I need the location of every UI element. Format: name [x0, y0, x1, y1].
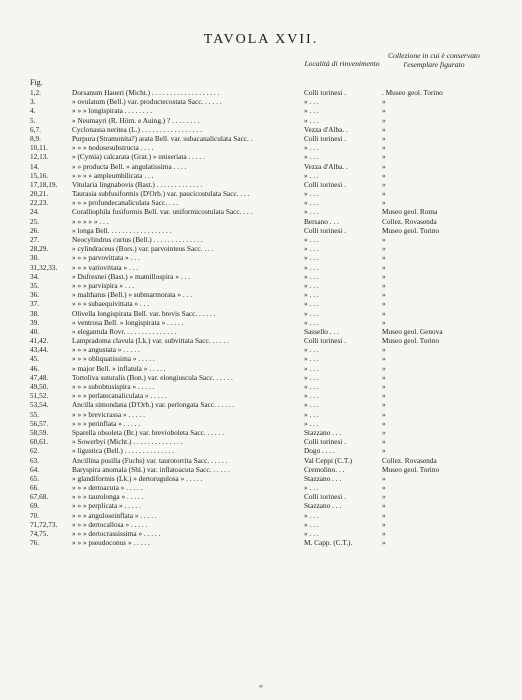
collection-cell: » — [382, 124, 386, 134]
collection-column-header: Collezione in cui è conservato l'esemplare figurato — [388, 52, 480, 69]
locality-cell: Colli torinesi . — [304, 133, 346, 143]
species-description: Taurasia subfusiformis (D'Orb.) var. paucicostulata Sacc. . . . — [72, 189, 250, 199]
locality-cell: » . . . — [304, 354, 319, 364]
table-row — [0, 511, 522, 520]
figure-number: 70. — [30, 510, 40, 520]
table-row — [0, 272, 522, 281]
locality-cell: Vezza d'Alba. . — [304, 124, 348, 134]
table-row — [0, 318, 522, 327]
collection-cell: » — [382, 198, 386, 208]
collection-cell: » — [382, 290, 386, 300]
species-description: » » » variovittata » . . . — [72, 262, 139, 272]
figure-number: 43,44. — [30, 345, 49, 355]
locality-cell: » . . . — [304, 317, 319, 327]
collection-cell: » — [382, 409, 386, 419]
collection-cell: » — [382, 446, 386, 456]
species-description: » » » parvispira » . . . — [72, 280, 135, 290]
table-row — [0, 281, 522, 290]
locality-cell: » . . . — [304, 409, 319, 419]
locality-cell: Colli torinesi . — [304, 179, 346, 189]
plate-title: TAVOLA XVII. — [203, 32, 319, 47]
locality-cell: » . . . — [304, 97, 319, 107]
figure-number: 58,59. — [30, 427, 49, 437]
figure-number: 56,57. — [30, 418, 49, 428]
collection-cell: » — [382, 483, 386, 493]
figure-number: 66. — [30, 483, 40, 493]
figure-number: 8,9. — [30, 133, 41, 143]
locality-cell: » . . . — [304, 529, 319, 538]
collection-cell: » — [382, 372, 386, 382]
table-row — [0, 364, 522, 373]
locality-cell: » . . . — [304, 299, 319, 309]
table-row — [0, 290, 522, 299]
table-row — [0, 529, 522, 538]
species-description: Ancilla simondana (D'Orb.) var. perlongata Sacc. . . . . . — [72, 400, 235, 410]
species-description: » longa Bell. . . . . . . . . . . . . . . . . . — [72, 225, 172, 235]
figure-number: 45. — [30, 354, 40, 364]
locality-cell: » . . . — [304, 382, 319, 391]
collection-cell: » — [382, 529, 386, 538]
table-row — [0, 501, 522, 510]
table-row — [0, 253, 522, 262]
species-description: Dorsanum Haueri (Micht.) . . . . . . . . . . . . . . . . . . . — [72, 88, 220, 97]
figure-number: 53,54. — [30, 400, 49, 410]
locality-cell: » . . . — [304, 290, 319, 300]
table-row — [0, 134, 522, 143]
species-description: Sparella obsoleta (Br.) var. brevioboleta Sacc. . . . . . — [72, 427, 224, 437]
collection-cell: » — [382, 133, 386, 143]
figure-number: 6,7. — [30, 124, 41, 134]
species-description: » » » parvovittata » . . . — [72, 253, 140, 263]
species-description: Neocylindrus curtus (Bell.) . . . . . . . . . . . . . . — [72, 235, 203, 244]
table-row — [0, 410, 522, 419]
table-row — [0, 125, 522, 134]
locality-column-header: Località di rinvenimento — [304, 60, 380, 68]
collection-cell: Collez. Rovasenda — [382, 216, 437, 226]
species-description: » major Bell. » inflatula » . . . . . — [72, 363, 166, 373]
figure-number: 4. — [30, 106, 36, 116]
species-description: » cylindraceus (Bors.) var. parvointeus Sacc. . . . — [72, 244, 214, 254]
collection-cell: » — [382, 473, 386, 483]
figure-number: 17,18,19. — [30, 179, 58, 189]
figure-number: 65. — [30, 473, 40, 483]
table-row — [0, 483, 522, 492]
locality-cell: » . . . — [304, 510, 319, 520]
collection-cell: » — [382, 244, 386, 254]
figure-number: 24. — [30, 207, 40, 217]
locality-cell: » . . . — [304, 280, 319, 290]
locality-cell: Bersano . . . — [304, 216, 339, 226]
table-row — [0, 162, 522, 171]
collection-cell: Museo geol. Torino — [382, 225, 440, 235]
figure-number: 34. — [30, 271, 40, 281]
collection-cell: » — [382, 427, 386, 437]
table-row — [0, 520, 522, 529]
species-description: Coralliophila fusiformis Bell. var. uniformicostulata Sacc. . . . — [72, 207, 253, 217]
figure-number: 35. — [30, 280, 40, 290]
collection-cell: Museo geol. Torino — [382, 336, 440, 346]
page-mark: * — [258, 683, 264, 693]
collection-cell: » — [382, 308, 386, 318]
figure-number: 64. — [30, 464, 40, 474]
table-row — [0, 217, 522, 226]
figure-number: 10,11. — [30, 143, 48, 153]
table-row — [0, 180, 522, 189]
collection-cell: » — [382, 97, 386, 107]
table-row — [0, 97, 522, 106]
locality-cell: » . . . — [304, 170, 319, 180]
figure-number: 69. — [30, 501, 40, 511]
species-description: Vitularia lingnabovis (Bast.) . . . . . . . . . . . . . — [72, 179, 203, 189]
figure-number: 47,48. — [30, 372, 49, 382]
table-row — [0, 309, 522, 318]
table-row — [0, 143, 522, 152]
species-description: » Neumayri (R. Hörn. e Auing.) ? . . . . . . . . — [72, 115, 200, 125]
species-description: » » » nodosesubstructa . . . . — [72, 143, 154, 153]
figure-number: 37. — [30, 299, 40, 309]
figure-number: 31,32,33. — [30, 262, 58, 272]
species-description: » elegantula Rovr. . . . . . . . . . . . . . . — [72, 326, 177, 336]
collection-cell: » — [382, 538, 386, 548]
collection-cell: » — [382, 152, 386, 162]
locality-cell: » . . . — [304, 483, 319, 493]
collection-cell: » — [382, 235, 386, 244]
locality-cell: » . . . — [304, 152, 319, 162]
species-description: » glandiformis (Lk.) » dertorugulosa » . . . . . — [72, 473, 203, 483]
figure-number: 5. — [30, 115, 36, 125]
locality-cell: » . . . — [304, 262, 319, 272]
table-row — [0, 189, 522, 198]
table-row — [0, 456, 522, 465]
locality-cell: Val Ceppi (C.T.) — [304, 455, 353, 465]
table-row — [0, 492, 522, 501]
figure-number: 1,2. — [30, 88, 41, 97]
species-description: Lampradoma clavula (Lk.) var. subvittata Sacc. . . . . . — [72, 336, 229, 346]
figure-number: 63. — [30, 455, 40, 465]
collection-cell: » — [382, 382, 386, 391]
locality-cell: Stazzano . . . — [304, 473, 342, 483]
figure-number: 12,13. — [30, 152, 49, 162]
figure-number: 3. — [30, 97, 36, 107]
figure-number: 30. — [30, 253, 40, 263]
figure-number: 41,42. — [30, 336, 49, 346]
collection-cell: » — [382, 143, 386, 153]
collection-cell: » — [382, 492, 386, 502]
collection-cell: » — [382, 317, 386, 327]
table-row — [0, 106, 522, 115]
species-description: » » » profundecanaliculata Sacc. . . . — [72, 198, 178, 208]
species-description: » » » perlatecanaliculata » . . . . . — [72, 391, 167, 401]
locality-cell: » . . . — [304, 519, 319, 529]
species-description: » » » perinflata » . . . . . — [72, 418, 141, 428]
collection-cell: » — [382, 501, 386, 511]
species-description: » » » dertocallosa » . . . . . — [72, 519, 148, 529]
locality-cell: M. Capp. (C.T.). — [304, 538, 353, 548]
table-row — [0, 207, 522, 216]
locality-cell: Colli torinesi . — [304, 336, 346, 346]
table-row — [0, 235, 522, 244]
species-description: Olivella longispirata Bell. var. brevis Sacc. . . . . . — [72, 308, 216, 318]
table-row — [0, 327, 522, 336]
figure-number: 20,21. — [30, 189, 49, 199]
species-description: » » » taurolonga » . . . . . — [72, 492, 144, 502]
species-description: » » » subaequivittata » . . . — [72, 299, 150, 309]
locality-cell: Vezza d'Alba. . — [304, 161, 348, 171]
table-row — [0, 345, 522, 354]
species-description: Ancillina pusilla (Fuchs) var. taurotorrita Sacc. . . . . . — [72, 455, 228, 465]
species-description: » » » longispirata . . . . . . . . — [72, 106, 153, 116]
locality-cell: » . . . — [304, 391, 319, 401]
species-description: » » » pseudoconus » . . . . . — [72, 538, 150, 548]
figure-number: 36. — [30, 290, 40, 300]
table-row — [0, 446, 522, 455]
locality-cell: Dogo . . . . — [304, 446, 335, 456]
collection-cell: » — [382, 510, 386, 520]
table-row — [0, 263, 522, 272]
locality-cell: » . . . — [304, 271, 319, 281]
collection-cell: » — [382, 161, 386, 171]
table-row — [0, 419, 522, 428]
collection-cell: » — [382, 262, 386, 272]
locality-cell: Stazzano . . . — [304, 427, 342, 437]
table-row — [0, 336, 522, 345]
table-row — [0, 226, 522, 235]
species-description: » » » obliquatissima » . . . . . — [72, 354, 155, 364]
collection-cell: » — [382, 115, 386, 125]
figure-number: 40. — [30, 326, 40, 336]
table-row — [0, 244, 522, 253]
locality-cell: Colli torinesi . — [304, 225, 346, 235]
collection-cell: » — [382, 391, 386, 401]
table-row — [0, 391, 522, 400]
collection-cell: » — [382, 418, 386, 428]
species-description: » malthatus (Bell.) » submarmorata » . . . — [72, 290, 192, 300]
figure-number: 46. — [30, 363, 40, 373]
species-description: » » » anguloseinflata » . . . . . — [72, 510, 157, 520]
table-row — [0, 382, 522, 391]
species-description: Purpura (Stramonita?) arata Bell. var. subacanaliculata Sacc. . — [72, 133, 253, 143]
species-description: » Sowerbyi (Micht.) . . . . . . . . . . . . . . — [72, 437, 183, 447]
locality-cell: » . . . — [304, 244, 319, 254]
locality-cell: » . . . — [304, 418, 319, 428]
locality-cell: » . . . — [304, 363, 319, 373]
locality-cell: » . . . — [304, 207, 319, 217]
species-description: » » producta Bell. » angulatissima . . . . — [72, 161, 187, 171]
locality-cell: Colli torinesi . — [304, 88, 346, 97]
locality-cell: » . . . — [304, 308, 319, 318]
locality-cell: » . . . — [304, 345, 319, 355]
collection-cell: Museo geol. Genova — [382, 326, 443, 336]
species-description: Baryspira anomala (Shl.) var. inflatoacuta Sacc. . . . . . — [72, 464, 230, 474]
table-row — [0, 538, 522, 547]
collection-cell: » — [382, 519, 386, 529]
collection-cell: » — [382, 400, 386, 410]
locality-cell: » . . . — [304, 400, 319, 410]
locality-cell: Cremolino. . . — [304, 464, 345, 474]
collection-cell: » — [382, 354, 386, 364]
locality-cell: Sassello . . . — [304, 326, 339, 336]
collection-cell: » — [382, 437, 386, 447]
table-row — [0, 474, 522, 483]
figure-number: 28,29. — [30, 244, 49, 254]
collection-cell: Museo geol. Torino — [382, 464, 440, 474]
locality-cell: » . . . — [304, 372, 319, 382]
table-row — [0, 198, 522, 207]
figure-number: 60,61. — [30, 437, 49, 447]
table-row — [0, 354, 522, 363]
table-row — [0, 116, 522, 125]
table-row — [0, 171, 522, 180]
collection-cell: » — [382, 363, 386, 373]
figure-list — [0, 88, 522, 547]
table-row — [0, 400, 522, 409]
figure-number: 26. — [30, 225, 40, 235]
figure-number: 27. — [30, 235, 40, 244]
collection-cell: » — [382, 189, 386, 199]
species-description: » » » » ampleumbilicata . . . — [72, 170, 154, 180]
species-description: » » » dertocrassissima » . . . . . — [72, 529, 161, 538]
figure-number: 38. — [30, 308, 40, 318]
figure-number: 62. — [30, 446, 40, 456]
species-description: » ligustica (Bell.) . . . . . . . . . . . . . . — [72, 446, 174, 456]
figure-number: 67,68. — [30, 492, 49, 502]
figure-number: 76. — [30, 538, 40, 548]
locality-cell: » . . . — [304, 106, 319, 116]
species-description: » » » perplicata » . . . . . — [72, 501, 141, 511]
collection-cell: » — [382, 299, 386, 309]
collection-cell: » — [382, 170, 386, 180]
table-row — [0, 465, 522, 474]
figure-number: 71,72,73. — [30, 519, 58, 529]
species-description: Cyclonassa neritea (L.) . . . . . . . . . . . . . . . . . — [72, 124, 202, 134]
collection-cell: Collez. Rovasenda — [382, 455, 437, 465]
collection-cell: » — [382, 253, 386, 263]
table-row — [0, 299, 522, 308]
collection-cell: » — [382, 280, 386, 290]
locality-cell: » . . . — [304, 115, 319, 125]
locality-cell: » . . . — [304, 198, 319, 208]
species-description: » » » » » . . . — [72, 216, 109, 226]
figure-number: 39. — [30, 317, 40, 327]
table-row — [0, 152, 522, 161]
figure-number: 14. — [30, 161, 40, 171]
figure-number: 22,23. — [30, 198, 49, 208]
collection-cell: . Museo geol. Torino — [382, 88, 443, 97]
species-description: » » » dertoacuta » . . . . . — [72, 483, 143, 493]
table-row — [0, 373, 522, 382]
locality-cell: » . . . — [304, 235, 319, 244]
species-description: » ventrosa Bell. » longispirata » . . . . . — [72, 317, 184, 327]
species-description: » » » brevicrassa » . . . . . — [72, 409, 145, 419]
locality-cell: Colli torinesi . — [304, 492, 346, 502]
collection-cell: Museo geol. Roma — [382, 207, 438, 217]
figure-number: 51,52. — [30, 391, 49, 401]
locality-cell: Stazzano . . . — [304, 501, 342, 511]
table-row — [0, 88, 522, 97]
figure-number: 49,50. — [30, 382, 49, 391]
collection-cell: » — [382, 179, 386, 189]
species-description: Tortoliva suturalis (Bon.) var. elongiuscula Sacc. . . . . . — [72, 372, 233, 382]
table-row — [0, 428, 522, 437]
species-description: » » » subobtusispira » . . . . . — [72, 382, 155, 391]
figure-number: 74,75. — [30, 529, 49, 538]
figure-column-header: Fig. — [30, 78, 43, 87]
species-description: » (Cymia) calcarata (Grat.) » uniseriata . . . . . — [72, 152, 205, 162]
collection-cell: » — [382, 345, 386, 355]
collection-cell: » — [382, 271, 386, 281]
locality-cell: » . . . — [304, 189, 319, 199]
collection-cell: » — [382, 106, 386, 116]
species-description: » » » angustata » . . . . . — [72, 345, 140, 355]
locality-cell: » . . . — [304, 143, 319, 153]
locality-cell: Colli torinesi . — [304, 437, 346, 447]
figure-number: 15,16. — [30, 170, 49, 180]
figure-number: 55. — [30, 409, 40, 419]
species-description: » Dufresnei (Bast.) » mamillospira » . . . — [72, 271, 190, 281]
table-row — [0, 437, 522, 446]
figure-number: 25. — [30, 216, 40, 226]
locality-cell: » . . . — [304, 253, 319, 263]
species-description: » ovulatum (Bell.) var. productecostata Sacc. . . . . . — [72, 97, 222, 107]
